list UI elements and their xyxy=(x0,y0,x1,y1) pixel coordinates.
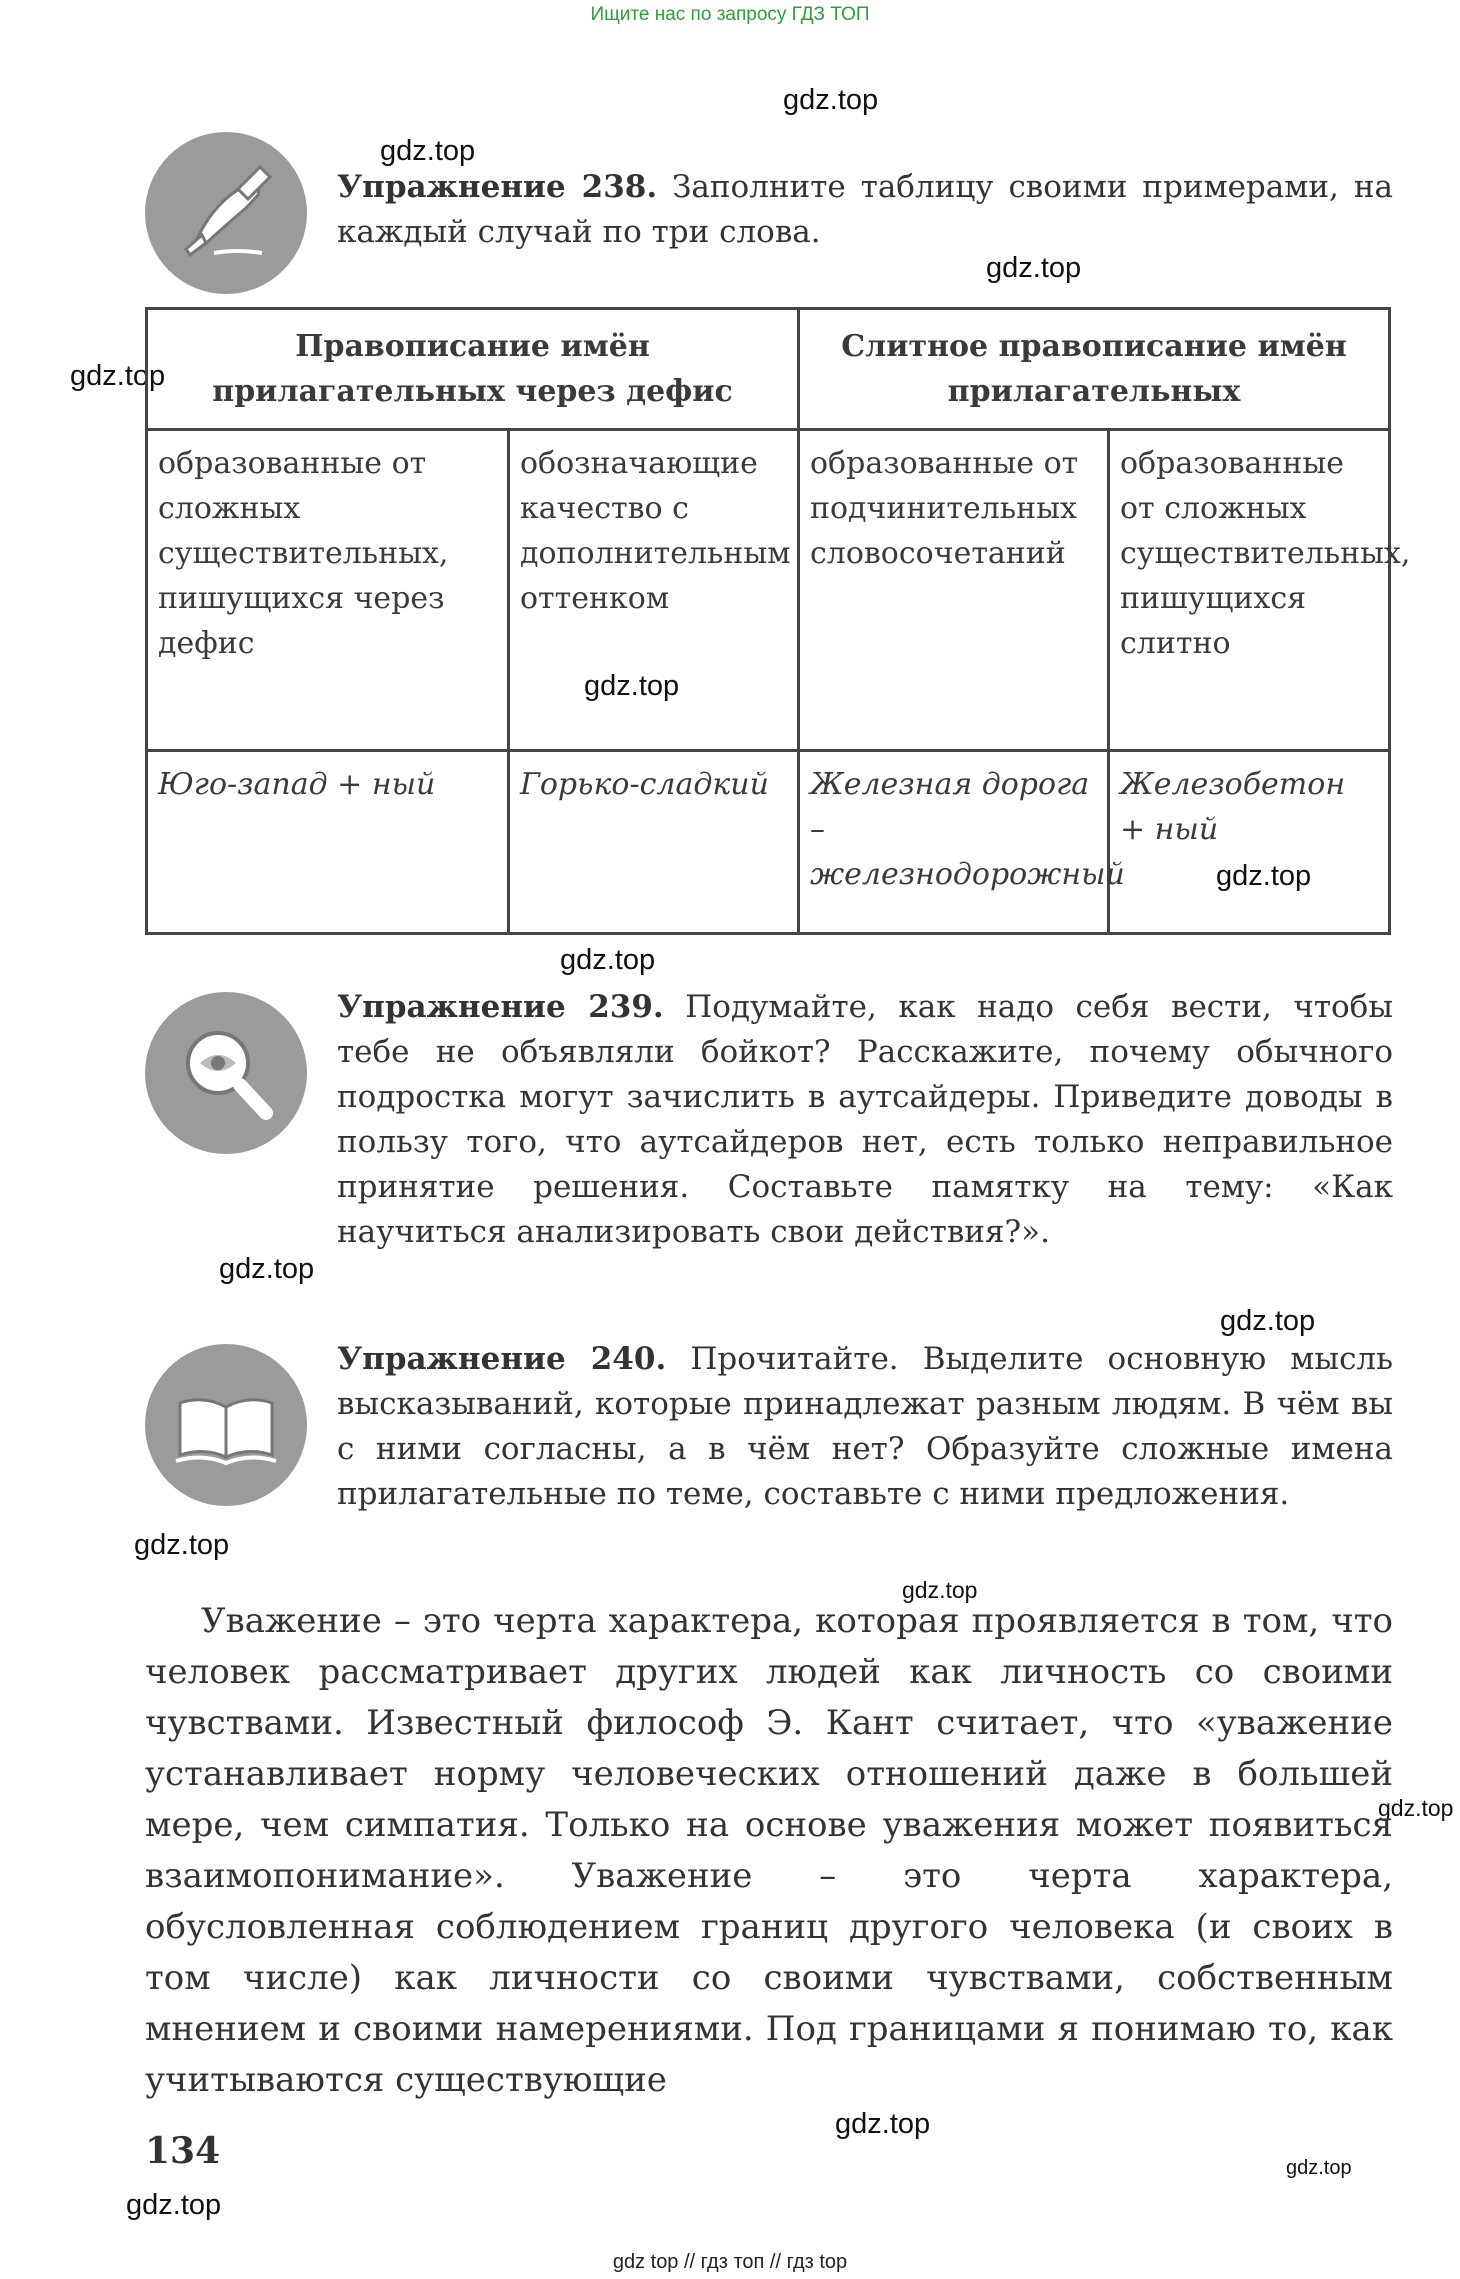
magnifier-eye-icon xyxy=(145,992,307,1154)
watermark: gdz.top xyxy=(902,1577,978,1603)
watermark: gdz.top xyxy=(134,1529,230,1561)
watermark: gdz.top xyxy=(986,252,1082,284)
table-cell: Железная дорога – железнодорожный xyxy=(799,751,1109,934)
watermark: gdz.top xyxy=(380,135,476,167)
table-header-hyphen: Правописание имён прилагательных через дефис xyxy=(147,309,799,430)
watermark: gdz.top xyxy=(1378,1795,1454,1821)
table-header-solid: Слитное правописание имён прилагательных xyxy=(799,309,1390,430)
reading-passage-text: Уважение – это черта характера, которая проявляется в том, что человек рассматривает других людей как личность со своими чувствами. Известный философ Э. Кант считает, что «уважение устанавливает норму человеческих отношений даже в большей мере, чем симпатия. Только на основе уважения может появиться взаимопонимание». Уважение – это черта характера, обусловленная соблюдением границ другого человека (и своих в том числе) как личности со своими чувствами, собственным мнением и своими намерениями. Под границами я понимаю то, как учитываются существующие xyxy=(145,1601,1393,2100)
exercise-238-title: Упражнение 238. xyxy=(337,169,658,205)
spelling-table xyxy=(145,307,1411,935)
exercise-238 xyxy=(337,165,1393,255)
exercise-240 xyxy=(337,1337,1393,1517)
exercise-240-text: Прочитайте. Выделите основную мысль высказываний, которые принадлежат разным людям. В чём вы с ними согласны, а в чём нет? Образуйте сложные имена прилагательные по теме, составьте с ними предложения. xyxy=(337,1341,1394,1512)
table-cell: образованные от сложных существительных, пишущихся слитно xyxy=(1109,430,1390,751)
watermark: gdz.top xyxy=(70,360,166,392)
watermark: gdz.top xyxy=(835,2108,931,2140)
watermark: gdz.top xyxy=(783,84,879,116)
exercise-239-title: Упражнение 239. xyxy=(337,989,664,1025)
reading-passage xyxy=(145,1596,1393,2106)
exercise-239-text: Подумайте, как надо себя вести, чтобы тебе не объявляли бойкот? Расскажите, почему обычного подростка могут зачислить в аутсайдеры. Приведите доводы в пользу того, что аутсайдеров нет, есть только неправильное принятие решения. Составьте памятку на тему: «Как научиться анализировать свои действия?». xyxy=(337,989,1394,1250)
table-cell: образованные от подчинительных словосочетаний xyxy=(799,430,1109,751)
table-cell: Юго-запад + ный xyxy=(147,751,509,934)
footer-links[interactable]: gdz top // гдз топ // гдз top xyxy=(612,2251,848,2273)
watermark: gdz.top xyxy=(126,2189,222,2221)
exercise-240-title: Упражнение 240. xyxy=(337,1341,667,1377)
top-banner[interactable]: Ищите нас по запросу ГДЗ ТОП xyxy=(590,4,870,25)
exercise-238-text: Заполните таблицу своими примерами, на каждый случай по три слова. xyxy=(337,169,1393,250)
table-cell: образованные от сложных существительных, пишущихся через дефис xyxy=(147,430,509,751)
table-row xyxy=(147,430,1390,751)
pen-hand-icon xyxy=(145,132,307,294)
watermark: gdz.top xyxy=(1286,2157,1352,2179)
table-cell: обозначающие качество с дополнительным оттенком xyxy=(509,430,799,751)
table-header-row xyxy=(147,309,1390,430)
exercise-239 xyxy=(337,985,1393,1255)
watermark: gdz.top xyxy=(584,670,680,702)
watermark: gdz.top xyxy=(1216,860,1312,892)
table-row xyxy=(147,751,1390,934)
watermark: gdz.top xyxy=(560,944,656,976)
watermark: gdz.top xyxy=(219,1253,315,1285)
table-cell: Железобетон + ный xyxy=(1109,751,1390,934)
page-number: 134 xyxy=(145,2130,221,2172)
open-book-icon xyxy=(145,1344,307,1506)
watermark: gdz.top xyxy=(1220,1305,1316,1337)
table-cell: Горько-сладкий xyxy=(509,751,799,934)
